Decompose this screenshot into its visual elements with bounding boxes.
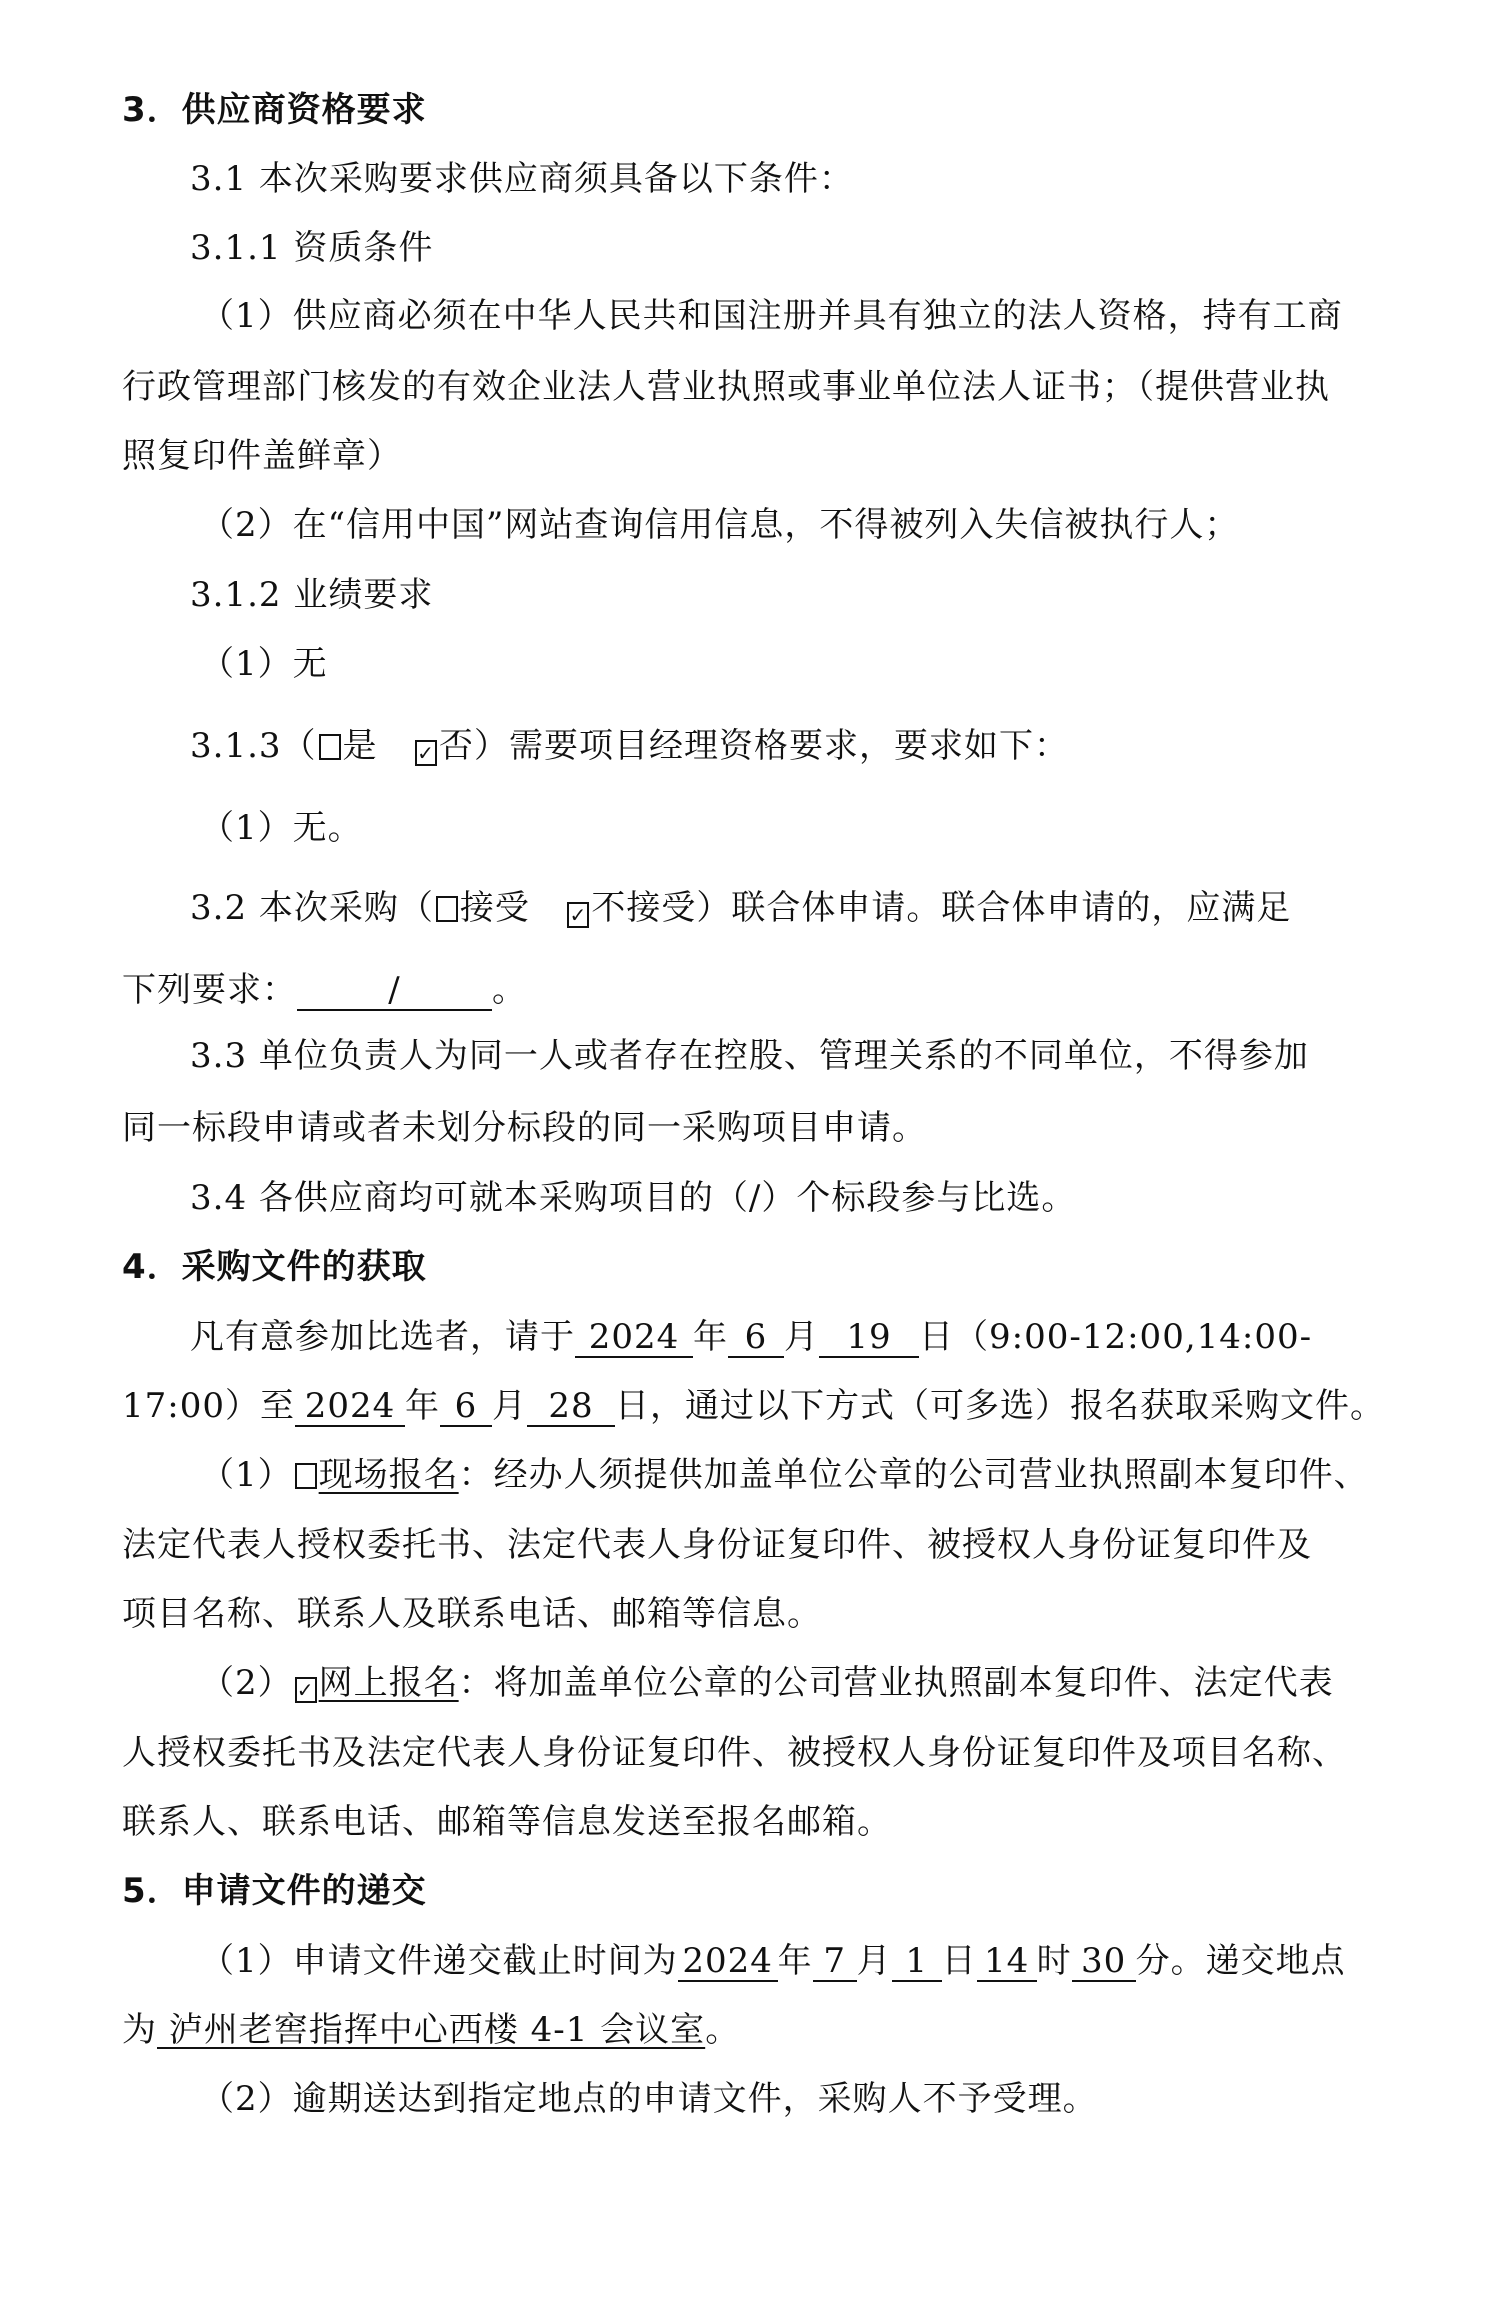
online-registration-option[interactable]	[293, 1663, 459, 1703]
online-registration-line-1	[200, 1661, 1460, 1705]
text: 日，通过以下方式（可多选）报名获取采购文件。	[614, 1386, 1385, 1426]
qualification-item-1-line-3: 照复印件盖鲜章）	[122, 436, 402, 476]
text: 分。递交地点	[1135, 1941, 1346, 1981]
text: ：将加盖单位公章的公司营业执照副本复印件、法定代表	[458, 1663, 1334, 1703]
checkbox-yes-label: 是	[342, 726, 378, 766]
section-3-heading: 3．供应商资格要求	[122, 90, 427, 130]
start-year: 2024	[575, 1318, 693, 1358]
checkbox-reject-label: 不接受	[591, 888, 697, 928]
checkbox-reject[interactable]: ✓	[567, 902, 589, 928]
end-month: 6	[440, 1387, 492, 1427]
text: 月	[491, 1386, 527, 1426]
section-3-2-suffix: ）联合体申请。联合体申请的，应满足	[696, 888, 1292, 928]
section-3-1-1: 3.1.1 资质条件	[190, 228, 434, 268]
section-3-4: 3.4 各供应商均可就本采购项目的（/）个标段参与比选。	[190, 1178, 1077, 1218]
deadline-month: 7	[813, 1942, 857, 1982]
text: 月	[856, 1941, 892, 1981]
start-day: 19	[819, 1318, 919, 1358]
period: 。	[705, 2010, 741, 2050]
text: 年	[404, 1386, 440, 1426]
text: 时	[1036, 1941, 1072, 1981]
end-day: 28	[527, 1387, 615, 1427]
location-value: 泸州老窖指挥中心西楼 4-1 会议室	[157, 2010, 706, 2050]
section-3-2-prefix: 3.2 本次采购（	[190, 888, 434, 928]
submission-deadline	[200, 1939, 1460, 1983]
onsite-registration-label: 现场报名	[318, 1455, 459, 1495]
submission-location	[122, 2008, 1382, 2052]
period: 。	[492, 970, 527, 1010]
deadline-hour: 14	[977, 1942, 1037, 1982]
checkbox-onsite[interactable]	[295, 1463, 317, 1489]
online-registration-line-2: 人授权委托书及法定代表人身份证复印件、被授权人身份证复印件及项目名称、	[122, 1733, 1347, 1773]
registration-period-line-1	[190, 1315, 1450, 1359]
consortium-requirements-blank: /	[297, 971, 492, 1011]
onsite-registration-option[interactable]	[293, 1455, 459, 1495]
text: ：经办人须提供加盖单位公章的公司营业执照副本复印件、	[458, 1455, 1369, 1495]
start-month: 6	[728, 1318, 784, 1358]
section-3-1-3-suffix: ）需要项目经理资格要求，要求如下：	[473, 726, 1069, 766]
text: 日（9:00-12:00,14:00-	[919, 1317, 1313, 1357]
item-number: （1）	[200, 1455, 293, 1495]
onsite-registration-line-3: 项目名称、联系人及联系电话、邮箱等信息。	[122, 1594, 822, 1634]
section-3-2	[190, 886, 1450, 930]
text: 月	[784, 1317, 819, 1357]
section-3-1-3	[190, 724, 1450, 768]
text: 为	[122, 2010, 157, 2050]
text: 17:00）至	[122, 1386, 295, 1426]
checkbox-online[interactable]: ✓	[295, 1677, 317, 1703]
text: （1）申请文件递交截止时间为	[200, 1941, 678, 1981]
section-3-3-line-1: 3.3 单位负责人为同一人或者存在控股、管理关系的不同单位，不得参加	[190, 1036, 1309, 1076]
checkbox-accept-label: 接受	[459, 888, 530, 928]
end-year: 2024	[295, 1387, 405, 1427]
performance-item-1: （1）无	[200, 644, 328, 684]
item-number: （2）	[200, 1663, 293, 1703]
online-registration-label: 网上报名	[318, 1663, 459, 1703]
section-3-3-line-2: 同一标段申请或者未划分标段的同一采购项目申请。	[122, 1108, 927, 1148]
text: 凡有意参加比选者，请于	[190, 1317, 575, 1357]
text: 日	[941, 1941, 977, 1981]
qualification-item-1-line-1: （1）供应商必须在中华人民共和国注册并具有独立的法人资格，持有工商	[200, 296, 1343, 336]
section-5-heading: 5．申请文件的递交	[122, 1871, 427, 1911]
checkbox-yes[interactable]	[319, 734, 341, 760]
consortium-requirements-label: 下列要求：	[122, 970, 297, 1010]
qualification-item-1-line-2: 行政管理部门核发的有效企业法人营业执照或事业单位法人证书；（提供营业执	[122, 367, 1330, 407]
section-3-1: 3.1 本次采购要求供应商须具备以下条件：	[190, 159, 854, 199]
checkbox-no-label: 否	[438, 726, 474, 766]
text: 年	[693, 1317, 728, 1357]
registration-period-line-2	[122, 1384, 1385, 1428]
consortium-requirements	[122, 968, 1382, 1012]
checkbox-accept[interactable]	[436, 896, 458, 922]
deadline-year: 2024	[678, 1942, 778, 1982]
manager-item-1: （1）无。	[200, 808, 363, 848]
section-3-1-3-prefix: 3.1.3（	[190, 726, 317, 766]
section-4-heading: 4．采购文件的获取	[122, 1247, 427, 1287]
deadline-minute: 30	[1072, 1942, 1136, 1982]
deadline-day: 1	[892, 1942, 942, 1982]
checkbox-no[interactable]: ✓	[415, 740, 437, 766]
qualification-item-2: （2）在“信用中国”网站查询信用信息，不得被列入失信被执行人；	[200, 505, 1240, 545]
onsite-registration-line-1	[200, 1453, 1460, 1497]
online-registration-line-3: 联系人、联系电话、邮箱等信息发送至报名邮箱。	[122, 1802, 892, 1842]
text: 年	[777, 1941, 813, 1981]
onsite-registration-line-2: 法定代表人授权委托书、法定代表人身份证复印件、被授权人身份证复印件及	[122, 1525, 1312, 1565]
late-submission-note: （2）逾期送达到指定地点的申请文件，采购人不予受理。	[200, 2079, 1098, 2119]
section-3-1-2: 3.1.2 业绩要求	[190, 575, 434, 615]
